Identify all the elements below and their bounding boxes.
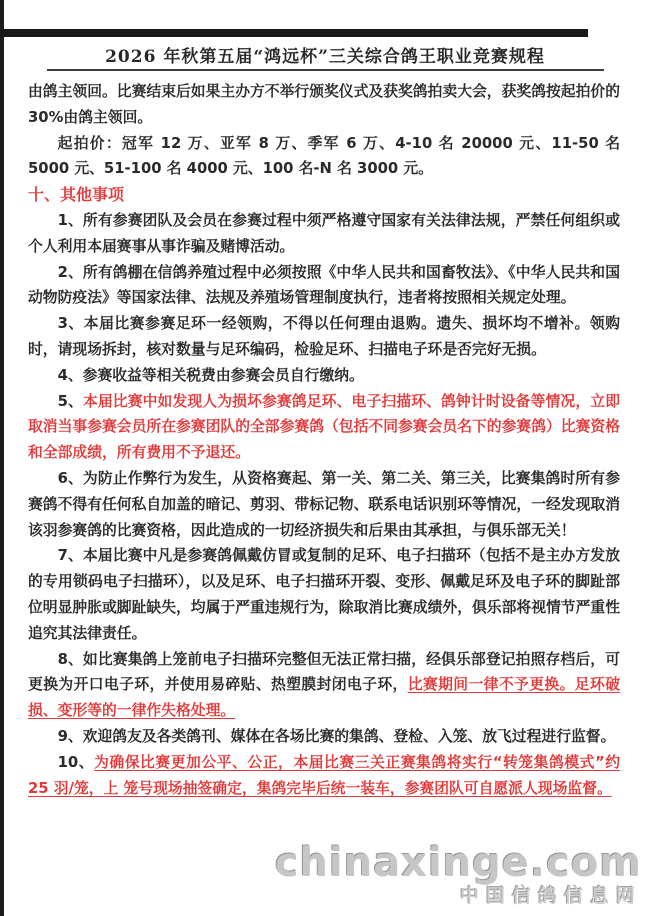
paragraph bbox=[28, 466, 620, 543]
paragraph bbox=[28, 543, 620, 646]
paragraph bbox=[28, 389, 620, 466]
paragraph bbox=[28, 647, 620, 724]
watermark-site-name: 中国信鸽信息网 bbox=[459, 885, 642, 907]
document-title: 2026 年秋第五届“鸿远杯”三关综合鸽王职业竞赛规程 bbox=[105, 47, 545, 67]
watermark-site-url: chinaxinge.com bbox=[274, 840, 642, 886]
paragraph bbox=[28, 750, 620, 802]
section-heading: 十、其他事项 bbox=[28, 185, 125, 205]
highlighted-text: 为确保比赛更加公平、公正，本届比赛三关正赛集鸽将实行“转笼集鸽模式”约 25 羽/笼，上 笼号现场抽签确定，集鸽完毕后统一装车，参赛团队可自愿派人现场监督。 bbox=[28, 753, 621, 797]
paragraph bbox=[28, 208, 620, 260]
body-text: 由鸽主领回。比赛结束后如果主办方不举行颁奖仪式及获奖鸽拍卖大会，获奖鸽按起拍价的 30%由鸽主领回。 bbox=[28, 83, 620, 126]
body-text: 10、 bbox=[57, 753, 95, 771]
body-text: 起拍价：冠军 12 万、亚军 8 万、季军 6 万、4-10 名 20000 元、11-50 名 5000 元、51-100 名 4000 元、100 名-N 名 3000 元。 bbox=[28, 134, 620, 178]
body-text: 5、 bbox=[57, 392, 83, 410]
body-text: 7、本届比赛中凡是参赛鸽佩戴仿冒或复制的足环、电子扫描环（包括不是主办方发放的专用锁码电子扫描环），以及足环、电子扫描环开裂、变形、佩戴足环及电子环的脚趾部位明显肿胀或脚趾缺失，均属于严重违规行为，除取消比赛成绩外，俱乐部将视情节严重性追究其法律责任。 bbox=[28, 547, 620, 642]
paragraph bbox=[28, 724, 620, 750]
scan-artifact-bar bbox=[0, 29, 588, 37]
highlighted-text: 比赛期间一律不予更换。足环破损、变形等的一律作失格处理。 bbox=[28, 676, 620, 720]
body-text: 9、欢迎鸽友及各类鸽刊、媒体在各场比赛的集鸽、登检、入笼、放飞过程进行监督。 bbox=[57, 727, 616, 745]
page-left-border-artifact bbox=[0, 0, 4, 916]
body-text: 1、所有参赛团队及会员在参赛过程中须严格遵守国家有关法律法规，严禁任何组织或个人利用本届赛事从事诈骗及赌博活动。 bbox=[28, 211, 620, 255]
body-text: 3、本届比赛参赛足环一经领购，不得以任何理由退购。遗失、损坏均不增补。领购时，请现场拆封，核对数量与足环编码，检验足环、扫描电子环是否完好无损。 bbox=[28, 315, 620, 358]
body-text: 4、参赛收益等相关税费由参赛会员自行缴纳。 bbox=[57, 366, 364, 384]
document-body bbox=[28, 79, 620, 801]
paragraph bbox=[28, 131, 620, 183]
body-text: 6、为防止作弊行为发生，从资格赛起、第一关、第二关、第三关，比赛集鸽时所有参赛鸽不得有任何私自加盖的暗记、剪羽、带标记物、联系电话识别环等情况，一经发现取消该羽参赛鸽的比赛资格，因此造成的一切经济损失和后果由其承担，与俱乐部无关！ bbox=[28, 469, 620, 539]
watermark bbox=[275, 842, 642, 908]
paragraph bbox=[28, 311, 620, 363]
title-underline-rule bbox=[47, 69, 604, 71]
paragraph bbox=[28, 363, 620, 389]
body-text: 8、如比赛集鸽上笼前电子扫描环完整但无法正常扫描，经俱乐部登记拍照存档后，可更换为开口电子环，并使用易碎贴、热塑膜封闭电子环， bbox=[28, 650, 620, 694]
body-text: 2、所有鸽棚在信鸽养殖过程中必须按照《中华人民共和国畜牧法》、《中华人民共和国动物防疫法》等国家法律、法规及养殖场管理制度执行，违者将按照相关规定处理。 bbox=[28, 263, 620, 307]
paragraph bbox=[28, 260, 620, 312]
paragraph bbox=[28, 79, 620, 131]
highlighted-text: 本届比赛中如发现人为损坏参赛鸽足环、电子扫描环、鸽钟计时设备等情况，立即取消当事参赛会员所在参赛团队的全部参赛鸽（包括不同参赛会员名下的参赛鸽）比赛资格和全部成绩，所有费用不予退还。 bbox=[28, 392, 620, 462]
